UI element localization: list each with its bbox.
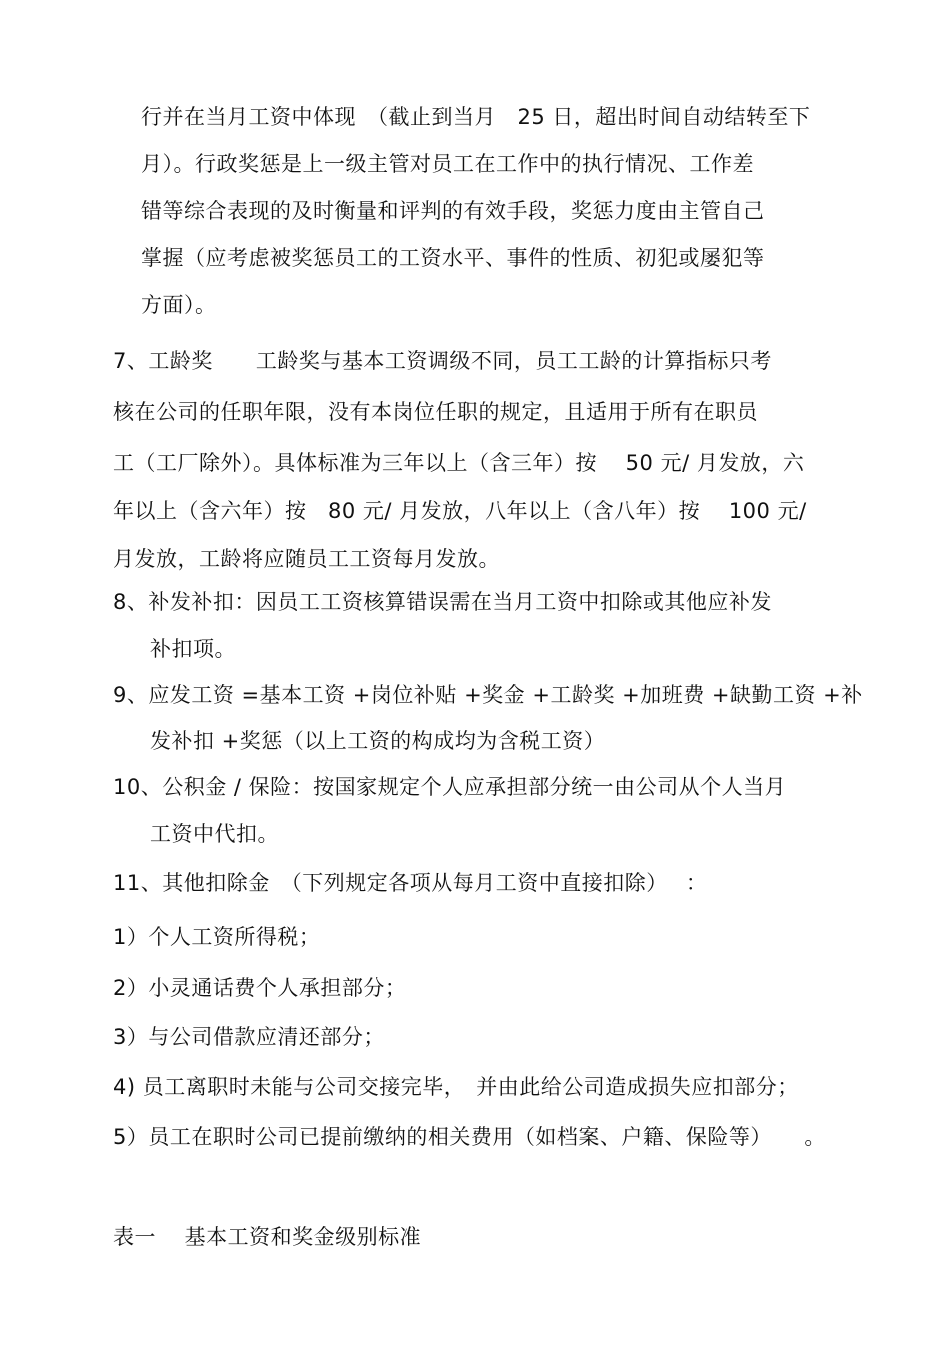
paragraph-line: 8、补发补扣：因员工工资核算错误需在当月工资中扣除或其他应补发 — [113, 590, 772, 614]
paragraph-line: 工资中代扣。 — [150, 822, 279, 846]
paragraph-line: 工（工厂除外）。具体标准为三年以上（含三年）按 50 元/ 月发放，六 — [113, 451, 805, 475]
paragraph-line: 方面）。 — [141, 293, 217, 317]
paragraph-line: 发补扣 +奖惩（以上工资的构成均为含税工资） — [150, 729, 606, 753]
list-item: 2）小灵通话费个人承担部分； — [113, 976, 407, 1000]
table-caption: 表一 基本工资和奖金级别标准 — [113, 1225, 422, 1249]
paragraph-line: 错等综合表现的及时衡量和评判的有效手段，奖惩力度由主管自己 — [141, 199, 765, 223]
list-item: 1）个人工资所得税； — [113, 925, 321, 949]
paragraph-line: 11、其他扣除金 （下列规定各项从每月工资中直接扣除） ： — [113, 871, 708, 895]
paragraph-line: 月发放，工龄将应随员工工资每月发放。 — [113, 547, 500, 571]
list-item: 4) 员工离职时未能与公司交接完毕， 并由此给公司造成损失应扣部分； — [113, 1075, 799, 1099]
paragraph-line: 年以上（含六年）按 80 元/ 月发放，八年以上（含八年）按 100 元/ — [113, 499, 807, 523]
paragraph-line: 行并在当月工资中体现 （截止到当月 25 日，超出时间自动结转至下 — [141, 105, 811, 129]
paragraph-line: 10、公积金 / 保险：按国家规定个人应承担部分统一由公司从个人当月 — [113, 775, 787, 799]
paragraph-line: 9、应发工资 =基本工资 +岗位补贴 +奖金 +工龄奖 +加班费 +缺勤工资 +补 — [113, 683, 863, 707]
paragraph-line: 月）。行政奖惩是上一级主管对员工在工作中的执行情况、工作差 — [141, 152, 754, 176]
paragraph-line: 7、工龄奖 工龄奖与基本工资调级不同，员工工龄的计算指标只考 — [113, 349, 772, 373]
list-item: 5）员工在职时公司已提前缴纳的相关费用（如档案、户籍、保险等） 。 — [113, 1125, 826, 1149]
paragraph-line: 核在公司的任职年限，没有本岗位任职的规定，且适用于所有在职员 — [113, 400, 758, 424]
paragraph-line: 掌握（应考虑被奖惩员工的工资水平、事件的性质、初犯或屡犯等 — [141, 246, 765, 270]
paragraph-line: 补扣项。 — [150, 637, 236, 661]
list-item: 3）与公司借款应清还部分； — [113, 1025, 385, 1049]
